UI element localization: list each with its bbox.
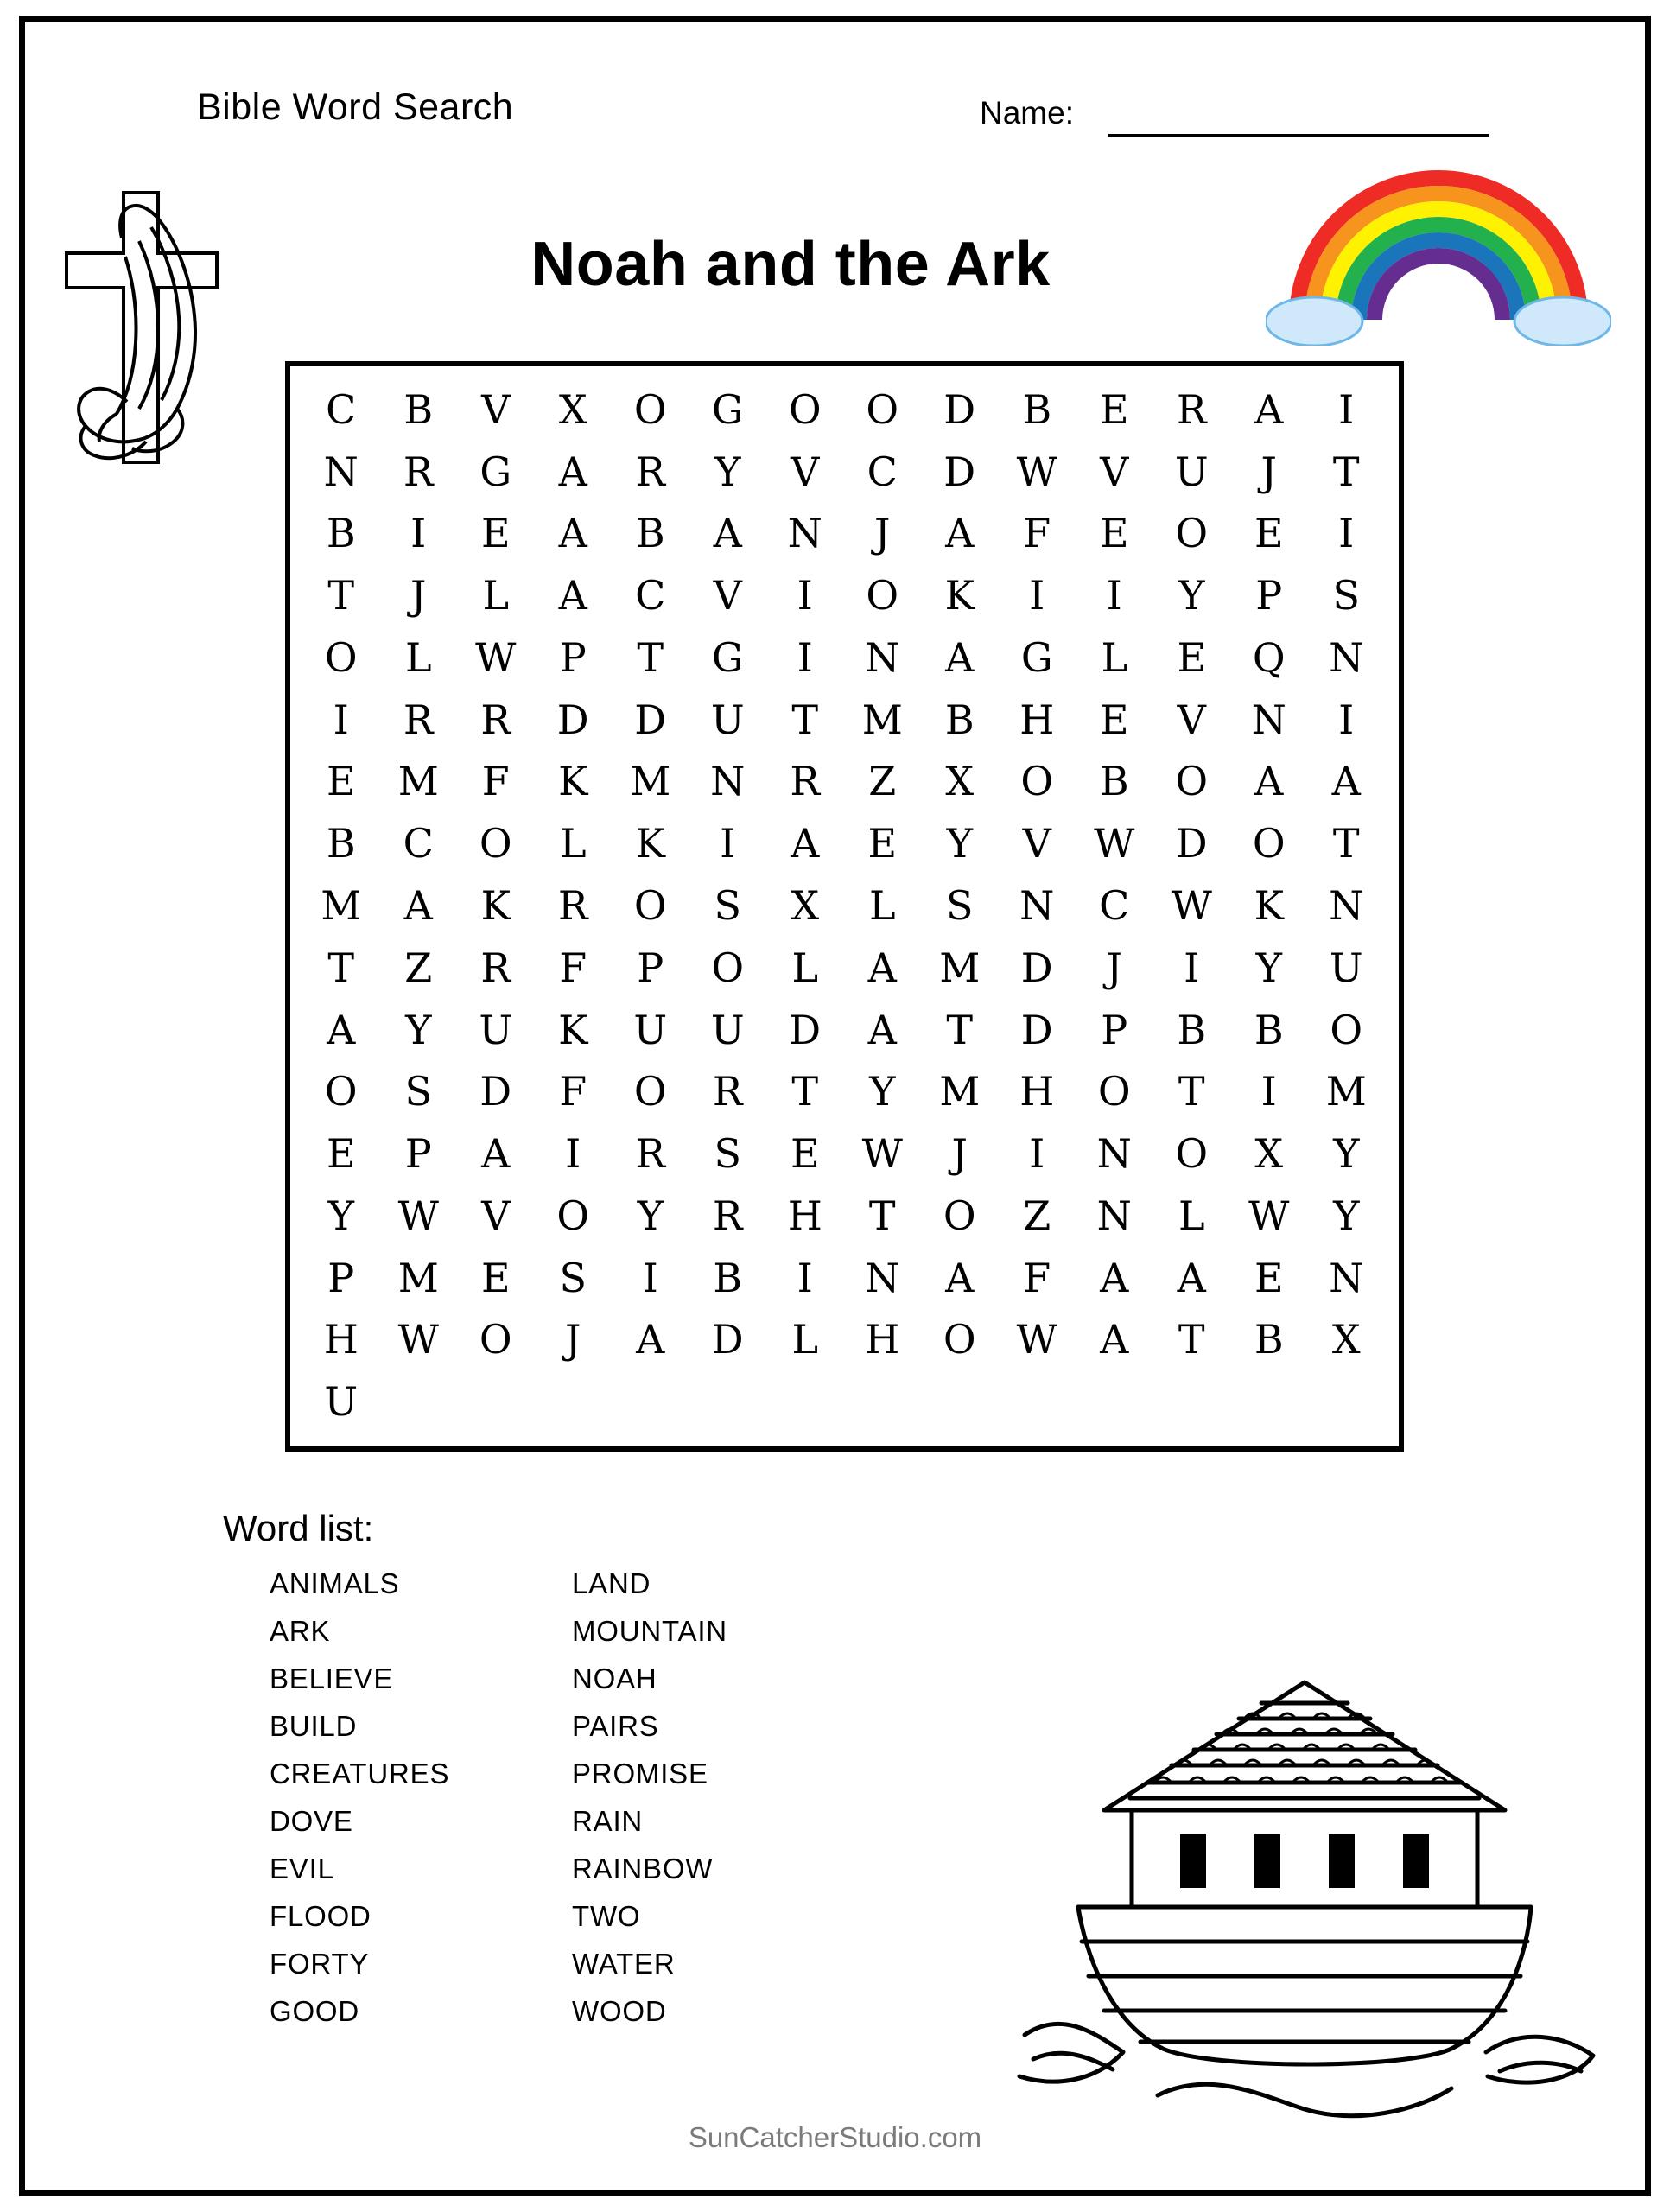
grid-cell-r6-c11[interactable]: M <box>397 758 439 805</box>
list-item[interactable]: LAND <box>572 1567 651 1599</box>
grid-cell-r1-c11[interactable]: E <box>1099 385 1129 433</box>
list-item[interactable]: DOVE <box>270 1805 353 1837</box>
grid-cell-r12-c15[interactable]: O <box>1175 1130 1209 1178</box>
grid-cell-r7-c4[interactable]: O <box>1020 758 1054 805</box>
grid-cell-r2-c6[interactable]: V <box>791 448 820 495</box>
grid-cell-r11-c13[interactable]: M <box>939 1068 981 1116</box>
grid-cell-r6-c9[interactable]: I <box>1338 696 1355 743</box>
list-item[interactable]: GOOD <box>270 1995 360 2027</box>
grid-cell-r7-c9[interactable]: B <box>326 820 356 868</box>
word-search-grid[interactable] <box>285 361 1404 1452</box>
name-label: Name: <box>980 95 1074 130</box>
grid-cell-r11-c14[interactable]: H <box>1019 1068 1055 1116</box>
grid-cell-r14-c14[interactable]: E <box>1254 1254 1284 1301</box>
grid-cell-r9-c3[interactable]: C <box>1099 881 1130 929</box>
grid-cell-r8-c7[interactable]: T <box>1332 820 1360 868</box>
list-item[interactable]: FLOOD <box>270 1900 371 1932</box>
grid-cell-r8-c4[interactable]: W <box>1094 820 1135 868</box>
grid-cell-r13-c13[interactable]: N <box>1096 1192 1132 1239</box>
grid-cell-r7-c10[interactable]: C <box>403 820 434 868</box>
grid-cell-r8-c2[interactable]: Y <box>946 820 973 868</box>
grid-cell-r13-c3[interactable]: Y <box>327 1192 354 1239</box>
grid-cell-r12-c12[interactable]: J <box>951 1130 968 1178</box>
grid-cell-r13-c7[interactable]: Y <box>637 1192 664 1239</box>
grid-cell-r8-c13[interactable]: S <box>714 881 741 929</box>
grid-cell-r6-c7[interactable]: V <box>1177 696 1206 743</box>
grid-cell-r3-c2[interactable]: A <box>558 510 587 557</box>
grid-cell-r6-c3[interactable]: M <box>861 696 903 743</box>
grid-cell-r15-c2[interactable]: W <box>397 1316 439 1363</box>
grid-cell-r12-c3[interactable]: M <box>1325 1068 1367 1116</box>
grid-cell-r2-c15[interactable]: I <box>410 510 427 557</box>
grid-cell-r2-c14[interactable]: B <box>326 510 356 557</box>
grid-cell-r3-c10[interactable]: O <box>1175 510 1209 557</box>
grid-cell-r1-c9[interactable]: D <box>943 385 976 433</box>
grid-cell-r6-c6[interactable]: E <box>1099 696 1129 743</box>
grid-cell-r6-c4[interactable]: B <box>944 696 975 743</box>
grid-cell-r10-c7[interactable]: Y <box>405 1006 432 1053</box>
grid-cell-r14-c15[interactable]: N <box>1329 1254 1364 1301</box>
grid-cell-r12-c10[interactable]: E <box>790 1130 820 1178</box>
grid-cell-r9-c1[interactable]: S <box>945 881 974 929</box>
grid-cell-r11-c12[interactable]: Y <box>869 1068 896 1116</box>
list-item[interactable]: FORTY <box>270 1948 370 1980</box>
grid-cell-r7-c8[interactable]: A <box>1331 758 1361 805</box>
grid-cell-r14-c2[interactable]: P <box>327 1254 355 1301</box>
grid-cell-r6-c15[interactable]: N <box>710 758 746 805</box>
grid-cell-r7-c1[interactable]: R <box>790 758 821 805</box>
grid-cell-r2-c13[interactable]: T <box>1332 448 1360 495</box>
grid-cell-r14-c6[interactable]: I <box>642 1254 658 1301</box>
grid-cell-r15-c6[interactable]: D <box>711 1316 744 1363</box>
grid-cell-r3-c13[interactable]: T <box>327 572 355 620</box>
grid-cell-r1-c4[interactable]: X <box>558 385 587 433</box>
grid-cell-r6-c5[interactable]: H <box>1019 696 1055 743</box>
grid-cell-r9-c12[interactable]: O <box>711 944 745 991</box>
grid-cell-r2-c2[interactable]: G <box>479 448 512 495</box>
grid-cell-r9-c10[interactable]: F <box>559 944 587 991</box>
grid-cell-r1-c1[interactable]: C <box>326 385 357 433</box>
grid-cell-r13-c4[interactable]: W <box>397 1192 439 1239</box>
grid-cell-r3-c9[interactable]: E <box>1099 510 1129 557</box>
grid-cell-r10-c6[interactable]: A <box>327 1006 356 1053</box>
grid-cell-r10-c4[interactable]: Y <box>1255 944 1282 991</box>
grid-cell-r4-c1[interactable]: A <box>558 572 587 620</box>
grid-cell-r8-c1[interactable]: E <box>867 820 898 868</box>
grid-cell-r11-c2[interactable]: B <box>1177 1006 1207 1053</box>
grid-cell-r14-c9[interactable]: N <box>865 1254 900 1301</box>
grid-cell-r3-c3[interactable]: B <box>635 510 665 557</box>
grid-cell-r15-c4[interactable]: J <box>565 1316 581 1363</box>
grid-cell-r12-c8[interactable]: R <box>635 1130 666 1178</box>
grid-cell-r2-c7[interactable]: C <box>867 448 898 495</box>
grid-cell-r13-c12[interactable]: Z <box>1023 1192 1051 1239</box>
grid-cell-r4-c3[interactable]: V <box>713 572 742 620</box>
grid-cell-r1-c5[interactable]: O <box>633 385 667 433</box>
list-item[interactable]: PAIRS <box>572 1710 659 1742</box>
list-item[interactable]: RAINBOW <box>572 1853 714 1885</box>
grid-cell-r14-c3[interactable]: M <box>397 1254 439 1301</box>
grid-cell-r11-c4[interactable]: O <box>1330 1006 1363 1053</box>
praying-hands-icon <box>48 177 251 484</box>
grid-cell-r4-c10[interactable]: P <box>1255 572 1283 620</box>
grid-cell-r14-c12[interactable]: A <box>1100 1254 1129 1301</box>
grid-cell-r14-c11[interactable]: F <box>1023 1254 1051 1301</box>
grid-cell-r9-c7[interactable]: T <box>327 944 355 991</box>
grid-cell-r13-c2[interactable]: Y <box>1333 1130 1360 1178</box>
name-write-line[interactable] <box>1108 134 1489 137</box>
grid-cell-r11-c11[interactable]: T <box>791 1068 819 1116</box>
grid-cell-r14-c5[interactable]: S <box>559 1254 587 1301</box>
list-item[interactable]: ANIMALS <box>270 1567 400 1599</box>
grid-cell-r15-c8[interactable]: H <box>865 1316 900 1363</box>
grid-cell-r4-c6[interactable]: K <box>944 572 975 620</box>
grid-cell-r14-c4[interactable]: E <box>480 1254 511 1301</box>
grid-cell-r6-c10[interactable]: E <box>326 758 356 805</box>
grid-cell-r1-c15[interactable]: N <box>323 448 359 495</box>
grid-cell-r8-c12[interactable]: O <box>633 881 667 929</box>
grid-cell-r12-c5[interactable]: P <box>404 1130 432 1178</box>
grid-cell-r14-c10[interactable]: A <box>945 1254 975 1301</box>
grid-cell-r11-c9[interactable]: O <box>633 1068 667 1116</box>
grid-cell-r7-c6[interactable]: O <box>1175 758 1209 805</box>
grid-cell-r7-c3[interactable]: X <box>945 758 975 805</box>
grid-cell-r13-c10[interactable]: T <box>868 1192 896 1239</box>
grid-cell-r9-c2[interactable]: N <box>1019 881 1055 929</box>
grid-cell-r5-c11[interactable]: I <box>333 696 349 743</box>
grid-cell-r14-c7[interactable]: B <box>713 1254 743 1301</box>
list-item[interactable]: CREATURES <box>270 1758 450 1789</box>
grid-cell-r11-c3[interactable]: B <box>1254 1006 1284 1053</box>
grid-cell-r2-c10[interactable]: V <box>1100 448 1129 495</box>
grid-cell-r5-c10[interactable]: N <box>1329 633 1364 681</box>
grid-cell-r15-c13[interactable]: B <box>1254 1316 1284 1363</box>
grid-cell-r4-c11[interactable]: S <box>1332 572 1360 620</box>
grid-cell-r8-c9[interactable]: A <box>403 881 433 929</box>
grid-cell-r8-c14[interactable]: X <box>791 881 820 929</box>
grid-cell-r1-c10[interactable]: B <box>1022 385 1052 433</box>
grid-cell-r1-c13[interactable]: A <box>1254 385 1284 433</box>
grid-cell-r5-c8[interactable]: E <box>1177 633 1207 681</box>
grid-cell-r4-c7[interactable]: I <box>1029 572 1045 620</box>
list-item[interactable]: RAIN <box>572 1805 644 1837</box>
grid-cell-r15-c10[interactable]: W <box>1016 1316 1057 1363</box>
grid-cell-r10-c3[interactable]: I <box>1184 944 1200 991</box>
grid-cell-r4-c5[interactable]: O <box>866 572 899 620</box>
grid-cell-r8-c8[interactable]: M <box>321 881 362 929</box>
grid-cell-r11-c6[interactable]: S <box>404 1068 432 1116</box>
grid-cell-r10-c5[interactable]: U <box>1329 944 1363 991</box>
grid-cell-r2-c5[interactable]: Y <box>714 448 741 495</box>
grid-cell-r11-c8[interactable]: F <box>559 1068 587 1116</box>
grid-cell-r15-c9[interactable]: O <box>943 1316 976 1363</box>
grid-cell-r12-c14[interactable]: N <box>1096 1130 1132 1178</box>
grid-cell-r1-c8[interactable]: O <box>866 385 899 433</box>
grid-cell-r13-c15[interactable]: W <box>1248 1192 1290 1239</box>
grid-cell-r8-c3[interactable]: V <box>1022 820 1051 868</box>
page-title: Noah and the Ark <box>530 230 1051 299</box>
grid-cell-r11-c1[interactable]: P <box>1101 1006 1128 1053</box>
grid-cell-r10-c9[interactable]: K <box>558 1006 588 1053</box>
grid-cell-r5-c4[interactable]: N <box>865 633 900 681</box>
grid-cell-r5-c2[interactable]: G <box>711 633 744 681</box>
grid-cell-r4-c14[interactable]: W <box>475 633 517 681</box>
grid-cell-r9-c5[interactable]: K <box>1254 881 1284 929</box>
grid-cell-r13-c5[interactable]: V <box>481 1192 511 1239</box>
list-item[interactable]: BELIEVE <box>270 1662 394 1694</box>
grid-cell-r11-c15[interactable]: O <box>1097 1068 1131 1116</box>
grid-cell-r5-c12[interactable]: R <box>403 696 434 743</box>
grid-cell-r12-c7[interactable]: I <box>565 1130 581 1178</box>
grid-cell-r3-c11[interactable]: E <box>1254 510 1284 557</box>
grid-cell-r6-c8[interactable]: N <box>1251 696 1286 743</box>
grid-cell-r13-c9[interactable]: H <box>787 1192 822 1239</box>
grid-cell-r15-c15[interactable]: U <box>324 1378 359 1426</box>
word-list-column-1 <box>270 1560 449 2035</box>
grid-cell-r7-c11[interactable]: O <box>479 820 512 868</box>
grid-cell-r5-c14[interactable]: D <box>556 696 589 743</box>
grid-cell-r11-c7[interactable]: D <box>479 1068 512 1116</box>
grid-cell-r7-c13[interactable]: K <box>635 820 665 868</box>
list-item[interactable]: PROMISE <box>572 1758 708 1789</box>
grid-cell-r11-c5[interactable]: O <box>324 1068 358 1116</box>
grid-cell-r3-c5[interactable]: N <box>787 510 822 557</box>
grid-cell-r7-c2[interactable]: Z <box>868 758 897 805</box>
grid-cell-r14-c13[interactable]: A <box>1177 1254 1206 1301</box>
grid-cell-r9-c4[interactable]: W <box>1171 881 1212 929</box>
list-item[interactable]: WOOD <box>572 1995 667 2027</box>
grid-cell-r9-c11[interactable]: P <box>637 944 664 991</box>
word-list-column-2 <box>572 1560 727 2035</box>
grid-cell-r5-c15[interactable]: D <box>634 696 667 743</box>
list-item[interactable]: TWO <box>572 1900 641 1932</box>
grid-cell-r9-c6[interactable]: N <box>1329 881 1364 929</box>
grid-cell-r4-c13[interactable]: L <box>404 633 432 681</box>
grid-cell-r10-c10[interactable]: U <box>633 1006 668 1053</box>
grid-cell-r8-c11[interactable]: R <box>557 881 588 929</box>
list-item[interactable]: BUILD <box>270 1710 358 1742</box>
grid-cell-r10-c1[interactable]: D <box>1020 944 1053 991</box>
grid-cell-r2-c9[interactable]: W <box>1016 448 1057 495</box>
grid-cell-r6-c12[interactable]: F <box>481 758 510 805</box>
grid-cell-r14-c1[interactable]: Y <box>1333 1192 1360 1239</box>
grid-cell-r1-c3[interactable]: V <box>481 385 511 433</box>
noahs-ark-icon <box>1002 1603 1607 2139</box>
grid-cell-r3-c1[interactable]: E <box>480 510 511 557</box>
grid-cell-r5-c13[interactable]: R <box>480 696 511 743</box>
grid-cell-r9-c15[interactable]: M <box>939 944 981 991</box>
grid-cell-r5-c5[interactable]: A <box>945 633 975 681</box>
grid-cell-r3-c8[interactable]: F <box>1023 510 1051 557</box>
grid-cell-r15-c7[interactable]: L <box>791 1316 819 1363</box>
grid-cell-r10-c14[interactable]: T <box>946 1006 974 1053</box>
grid-cell-r7-c14[interactable]: I <box>720 820 736 868</box>
grid-cell-r12-c6[interactable]: A <box>481 1130 511 1178</box>
grid-cell-r4-c15[interactable]: P <box>559 633 587 681</box>
grid-cell-r7-c15[interactable]: A <box>791 820 820 868</box>
grid-cell-r12-c9[interactable]: S <box>714 1130 741 1178</box>
grid-cell-r1-c12[interactable]: R <box>1176 385 1207 433</box>
grid-cell-r7-c7[interactable]: A <box>1254 758 1284 805</box>
grid-cell-r6-c2[interactable]: T <box>791 696 819 743</box>
footer-credit: SunCatcherStudio.com <box>688 2121 982 2153</box>
grid-cell-r4-c12[interactable]: O <box>324 633 358 681</box>
grid-cell-r5-c7[interactable]: L <box>1101 633 1128 681</box>
grid-cell-r15-c11[interactable]: A <box>1100 1316 1129 1363</box>
grid-cell-r15-c14[interactable]: X <box>1331 1316 1361 1363</box>
grid-cell-r3-c14[interactable]: J <box>410 572 427 620</box>
grid-cell-r3-c4[interactable]: A <box>713 510 742 557</box>
grid-cell-r10-c2[interactable]: J <box>1106 944 1122 991</box>
grid-cell-r13-c6[interactable]: O <box>556 1192 590 1239</box>
grid-cell-r15-c5[interactable]: A <box>636 1316 665 1363</box>
grid-cell-r8-c15[interactable]: L <box>868 881 896 929</box>
grid-cell-r13-c11[interactable]: O <box>943 1192 976 1239</box>
grid-cell-r5-c6[interactable]: G <box>1020 633 1053 681</box>
grid-cell-r3-c6[interactable]: J <box>874 510 891 557</box>
grid-cell-r12-c2[interactable]: I <box>1260 1068 1277 1116</box>
list-item[interactable]: ARK <box>270 1615 331 1647</box>
grid-cell-r5-c9[interactable]: Q <box>1252 633 1286 681</box>
grid-cell-r12-c1[interactable]: T <box>1178 1068 1205 1116</box>
grid-cell-r3-c15[interactable]: L <box>482 572 510 620</box>
grid-cell-r15-c1[interactable]: H <box>323 1316 359 1363</box>
grid-cell-r10-c8[interactable]: U <box>479 1006 513 1053</box>
grid-cell-r3-c12[interactable]: I <box>1338 510 1355 557</box>
grid-cell-r2-c11[interactable]: U <box>1174 448 1209 495</box>
grid-cell-r4-c9[interactable]: Y <box>1178 572 1205 620</box>
grid-cell-r5-c3[interactable]: I <box>797 633 813 681</box>
grid-cell-r10-c15[interactable]: D <box>1020 1006 1053 1053</box>
rainbow-icon <box>1266 156 1611 346</box>
grid-cell-r4-c8[interactable]: I <box>1106 572 1122 620</box>
grid-cell-r12-c4[interactable]: E <box>326 1130 356 1178</box>
grid-cell-r1-c6[interactable]: G <box>711 385 744 433</box>
grid-cell-r10-c13[interactable]: A <box>867 1006 897 1053</box>
grid-cell-r13-c8[interactable]: R <box>712 1192 743 1239</box>
grid-cell-r2-c3[interactable]: A <box>558 448 587 495</box>
grid-cell-r3-c7[interactable]: A <box>945 510 975 557</box>
grid-cell-r2-c4[interactable]: R <box>635 448 666 495</box>
worksheet-category: Bible Word Search <box>197 86 514 128</box>
grid-cell-r9-c8[interactable]: Z <box>404 944 433 991</box>
grid-cell-r15-c12[interactable]: T <box>1178 1316 1205 1363</box>
grid-cell-r14-c8[interactable]: I <box>797 1254 813 1301</box>
grid-cell-r10-c11[interactable]: U <box>710 1006 745 1053</box>
grid-cell-r2-c12[interactable]: J <box>1260 448 1277 495</box>
grid-cell-r4-c2[interactable]: C <box>635 572 666 620</box>
grid-cell-r2-c8[interactable]: D <box>943 448 976 495</box>
grid-cell-r9-c13[interactable]: L <box>791 944 819 991</box>
grid-cell-r13-c14[interactable]: L <box>1178 1192 1205 1239</box>
grid-cell-r8-c5[interactable]: D <box>1175 820 1208 868</box>
list-item[interactable]: NOAH <box>572 1662 657 1694</box>
word-list-title: Word list: <box>223 1508 374 1548</box>
grid-cell-r8-c6[interactable]: O <box>1252 820 1286 868</box>
grid-cell-r4-c4[interactable]: I <box>797 572 813 620</box>
list-item[interactable]: EVIL <box>270 1853 334 1885</box>
grid-cell-r1-c14[interactable]: I <box>1338 385 1355 433</box>
grid-cell-r10-c12[interactable]: D <box>789 1006 822 1053</box>
grid-cell-r9-c14[interactable]: A <box>867 944 897 991</box>
grid-cell-r2-c1[interactable]: R <box>403 448 434 495</box>
grid-cell-r11-c10[interactable]: R <box>712 1068 743 1116</box>
list-item[interactable]: MOUNTAIN <box>572 1615 727 1647</box>
grid-cell-r7-c5[interactable]: B <box>1099 758 1129 805</box>
list-item[interactable]: WATER <box>572 1948 676 1980</box>
grid-cell-r8-c10[interactable]: K <box>480 881 511 929</box>
grid-cell-r1-c7[interactable]: O <box>788 385 822 433</box>
grid-cell-r12-c11[interactable]: W <box>861 1130 903 1178</box>
grid-cell-r7-c12[interactable]: L <box>559 820 587 868</box>
grid-cell-r6-c1[interactable]: U <box>710 696 745 743</box>
grid-cell-r13-c1[interactable]: X <box>1254 1130 1284 1178</box>
grid-cell-r6-c13[interactable]: K <box>558 758 588 805</box>
grid-cell-r6-c14[interactable]: M <box>630 758 671 805</box>
grid-cell-r5-c1[interactable]: T <box>637 633 664 681</box>
grid-cell-r1-c2[interactable]: B <box>403 385 434 433</box>
grid-cell-r15-c3[interactable]: O <box>479 1316 512 1363</box>
grid-cell-r12-c13[interactable]: I <box>1029 1130 1045 1178</box>
grid-cell-r9-c9[interactable]: R <box>480 944 511 991</box>
